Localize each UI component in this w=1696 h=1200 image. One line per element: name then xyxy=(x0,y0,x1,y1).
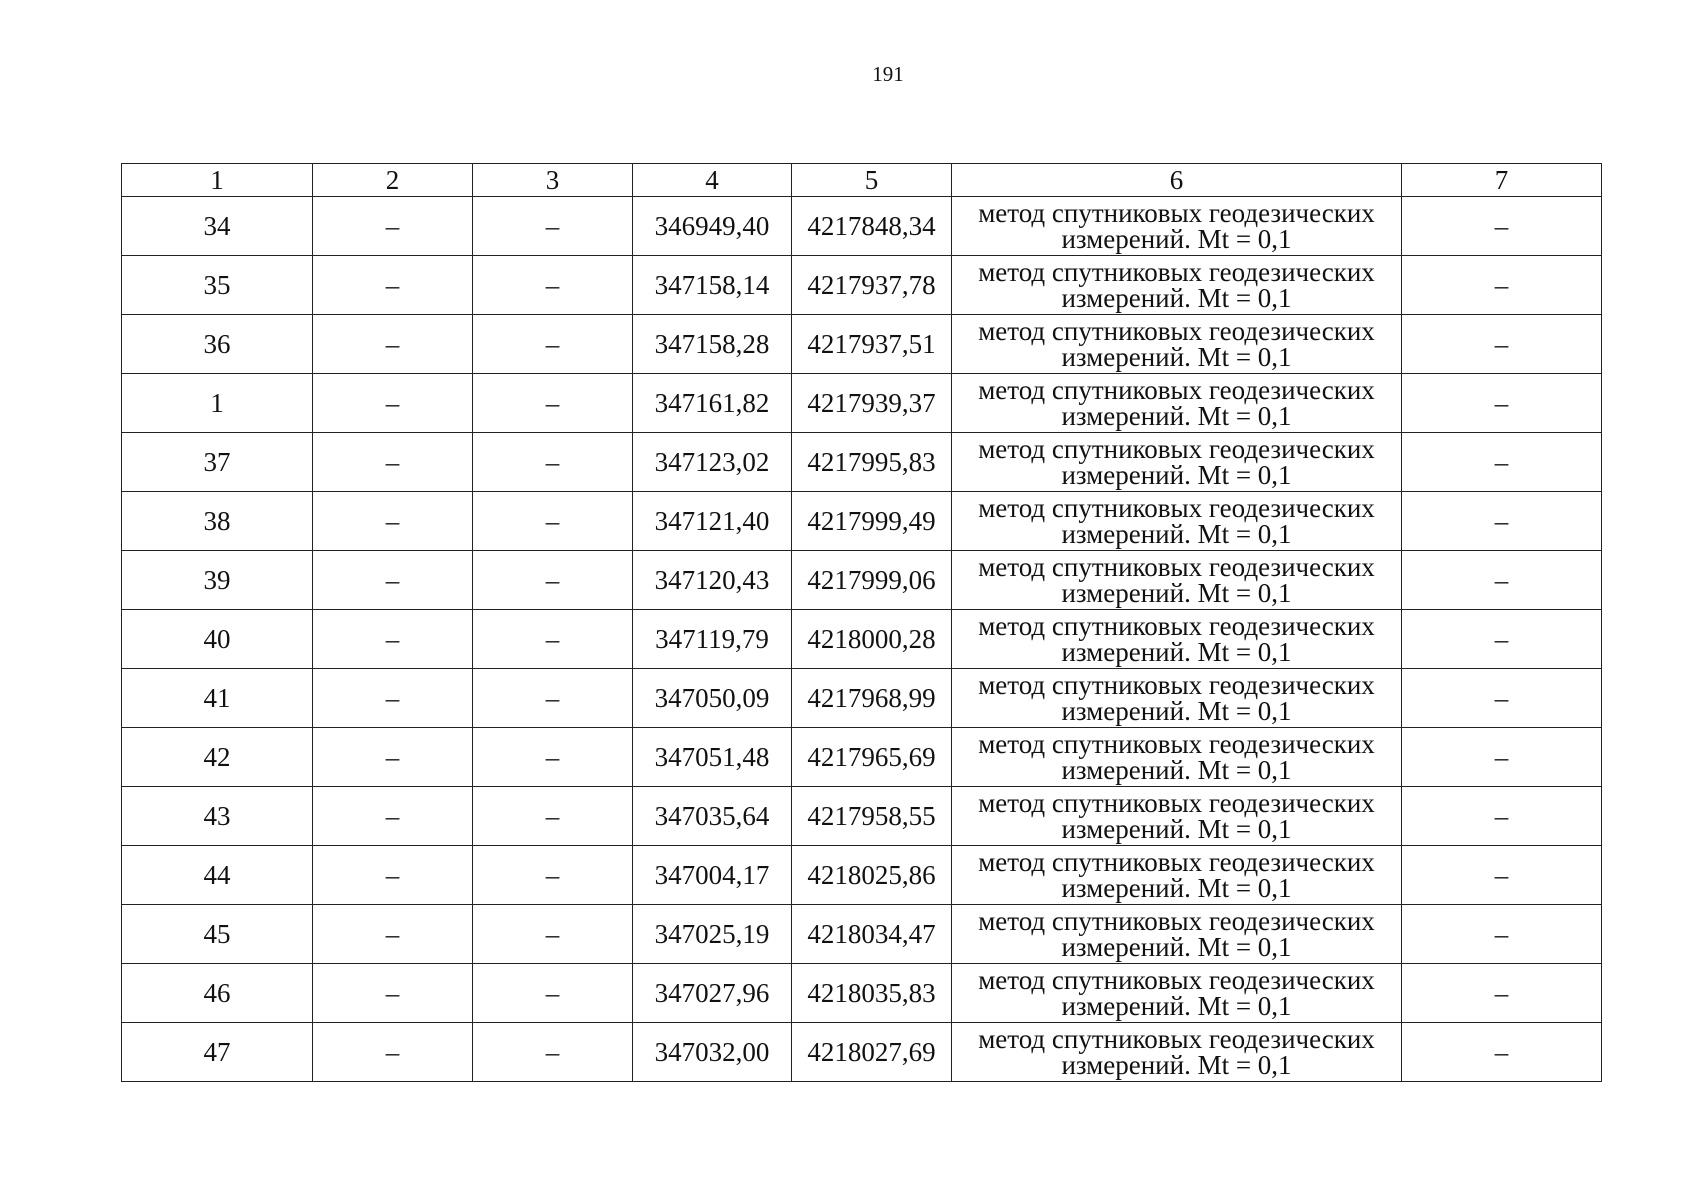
method-text-line-2: измерений. Mt = 0,1 xyxy=(1061,755,1292,785)
method-text-line-1: метод спутниковых геодезических xyxy=(978,493,1375,523)
y-coordinate-cell: 4217958,55 xyxy=(792,787,952,846)
column-2-cell: – xyxy=(313,964,473,1023)
method-text-line-1: метод спутниковых геодезических xyxy=(978,670,1375,700)
method-text-line-2: измерений. Mt = 0,1 xyxy=(1061,283,1292,313)
y-coordinate-cell: 4218034,47 xyxy=(792,905,952,964)
y-coordinate-cell: 4217999,06 xyxy=(792,551,952,610)
column-7-cell: – xyxy=(1402,728,1602,787)
column-header: 5 xyxy=(792,164,952,197)
column-7-cell: – xyxy=(1402,669,1602,728)
table-row xyxy=(122,433,1602,492)
point-number-cell: 44 xyxy=(122,846,313,905)
method-text-line-1: метод спутниковых геодезических xyxy=(978,375,1375,405)
column-header: 1 xyxy=(122,164,313,197)
page-number: 191 xyxy=(872,62,904,86)
method-text-line-1: метод спутниковых геодезических xyxy=(978,434,1375,464)
method-cell xyxy=(952,728,1402,787)
table-row xyxy=(122,964,1602,1023)
method-text-line-2: измерений. Mt = 0,1 xyxy=(1061,637,1292,667)
method-text-line-1: метод спутниковых геодезических xyxy=(978,552,1375,582)
column-header: 7 xyxy=(1402,164,1602,197)
column-7-cell: – xyxy=(1402,1023,1602,1082)
column-2-cell: – xyxy=(313,256,473,315)
method-cell xyxy=(952,256,1402,315)
method-cell xyxy=(952,964,1402,1023)
column-3-cell: – xyxy=(473,315,633,374)
y-coordinate-cell: 4218000,28 xyxy=(792,610,952,669)
column-2-cell: – xyxy=(313,846,473,905)
point-number-cell: 43 xyxy=(122,787,313,846)
column-7-cell: – xyxy=(1402,905,1602,964)
method-text-line-1: метод спутниковых геодезических xyxy=(978,198,1375,228)
x-coordinate-cell: 347050,09 xyxy=(633,669,792,728)
method-cell xyxy=(952,846,1402,905)
column-7-cell: – xyxy=(1402,610,1602,669)
table-row xyxy=(122,846,1602,905)
table-row xyxy=(122,256,1602,315)
point-number-cell: 40 xyxy=(122,610,313,669)
table-row xyxy=(122,551,1602,610)
table-row xyxy=(122,669,1602,728)
method-text-line-1: метод спутниковых геодезических xyxy=(978,788,1375,818)
method-cell xyxy=(952,669,1402,728)
method-text-line-2: измерений. Mt = 0,1 xyxy=(1061,814,1292,844)
y-coordinate-cell: 4217937,51 xyxy=(792,315,952,374)
y-coordinate-cell: 4217965,69 xyxy=(792,728,952,787)
method-cell xyxy=(952,315,1402,374)
x-coordinate-cell: 347035,64 xyxy=(633,787,792,846)
x-coordinate-cell: 347004,17 xyxy=(633,846,792,905)
column-7-cell: – xyxy=(1402,197,1602,256)
method-text-line-2: измерений. Mt = 0,1 xyxy=(1061,342,1292,372)
method-text-line-1: метод спутниковых геодезических xyxy=(978,1024,1375,1054)
method-text-line-2: измерений. Mt = 0,1 xyxy=(1061,1050,1292,1080)
x-coordinate-cell: 346949,40 xyxy=(633,197,792,256)
point-number-cell: 38 xyxy=(122,492,313,551)
column-3-cell: – xyxy=(473,374,633,433)
table-row xyxy=(122,728,1602,787)
method-text-line-2: измерений. Mt = 0,1 xyxy=(1061,578,1292,608)
column-2-cell: – xyxy=(313,669,473,728)
y-coordinate-cell: 4217999,49 xyxy=(792,492,952,551)
method-text-line-1: метод спутниковых геодезических xyxy=(978,847,1375,877)
column-header: 2 xyxy=(313,164,473,197)
point-number-cell: 45 xyxy=(122,905,313,964)
method-cell xyxy=(952,610,1402,669)
column-3-cell: – xyxy=(473,728,633,787)
method-cell xyxy=(952,905,1402,964)
point-number-cell: 41 xyxy=(122,669,313,728)
method-text-line-1: метод спутниковых геодезических xyxy=(978,906,1375,936)
column-header: 3 xyxy=(473,164,633,197)
y-coordinate-cell: 4217848,34 xyxy=(792,197,952,256)
column-7-cell: – xyxy=(1402,492,1602,551)
method-text-line-2: измерений. Mt = 0,1 xyxy=(1061,873,1292,903)
column-3-cell: – xyxy=(473,787,633,846)
column-7-cell: – xyxy=(1402,964,1602,1023)
column-7-cell: – xyxy=(1402,846,1602,905)
method-text-line-1: метод спутниковых геодезических xyxy=(978,257,1375,287)
y-coordinate-cell: 4217937,78 xyxy=(792,256,952,315)
column-2-cell: – xyxy=(313,728,473,787)
point-number-cell: 46 xyxy=(122,964,313,1023)
column-3-cell: – xyxy=(473,551,633,610)
point-number-cell: 1 xyxy=(122,374,313,433)
method-cell xyxy=(952,551,1402,610)
method-cell xyxy=(952,374,1402,433)
column-3-cell: – xyxy=(473,846,633,905)
y-coordinate-cell: 4217968,99 xyxy=(792,669,952,728)
method-text-line-2: измерений. Mt = 0,1 xyxy=(1061,460,1292,490)
table-row xyxy=(122,374,1602,433)
column-3-cell: – xyxy=(473,256,633,315)
point-number-cell: 37 xyxy=(122,433,313,492)
x-coordinate-cell: 347161,82 xyxy=(633,374,792,433)
y-coordinate-cell: 4218035,83 xyxy=(792,964,952,1023)
column-2-cell: – xyxy=(313,1023,473,1082)
column-7-cell: – xyxy=(1402,374,1602,433)
column-2-cell: – xyxy=(313,610,473,669)
column-2-cell: – xyxy=(313,433,473,492)
table-row xyxy=(122,1023,1602,1082)
x-coordinate-cell: 347158,14 xyxy=(633,256,792,315)
column-3-cell: – xyxy=(473,1023,633,1082)
table-row xyxy=(122,492,1602,551)
column-7-cell: – xyxy=(1402,433,1602,492)
x-coordinate-cell: 347119,79 xyxy=(633,610,792,669)
y-coordinate-cell: 4218027,69 xyxy=(792,1023,952,1082)
method-cell xyxy=(952,787,1402,846)
table-body xyxy=(122,197,1602,1082)
table-row xyxy=(122,315,1602,374)
column-3-cell: – xyxy=(473,610,633,669)
table-row xyxy=(122,787,1602,846)
column-2-cell: – xyxy=(313,787,473,846)
table-header-row xyxy=(122,164,1602,197)
point-number-cell: 42 xyxy=(122,728,313,787)
x-coordinate-cell: 347025,19 xyxy=(633,905,792,964)
x-coordinate-cell: 347120,43 xyxy=(633,551,792,610)
table-row xyxy=(122,197,1602,256)
column-7-cell: – xyxy=(1402,787,1602,846)
table-row xyxy=(122,610,1602,669)
x-coordinate-cell: 347123,02 xyxy=(633,433,792,492)
x-coordinate-cell: 347027,96 xyxy=(633,964,792,1023)
method-text-line-1: метод спутниковых геодезических xyxy=(978,611,1375,641)
method-cell xyxy=(952,492,1402,551)
column-3-cell: – xyxy=(473,905,633,964)
column-3-cell: – xyxy=(473,433,633,492)
column-2-cell: – xyxy=(313,374,473,433)
method-cell xyxy=(952,1023,1402,1082)
method-cell xyxy=(952,433,1402,492)
coordinates-table xyxy=(121,163,1602,1082)
column-2-cell: – xyxy=(313,197,473,256)
column-7-cell: – xyxy=(1402,551,1602,610)
x-coordinate-cell: 347051,48 xyxy=(633,728,792,787)
method-text-line-2: измерений. Mt = 0,1 xyxy=(1061,519,1292,549)
x-coordinate-cell: 347158,28 xyxy=(633,315,792,374)
column-2-cell: – xyxy=(313,492,473,551)
x-coordinate-cell: 347121,40 xyxy=(633,492,792,551)
method-cell xyxy=(952,197,1402,256)
point-number-cell: 35 xyxy=(122,256,313,315)
column-header: 4 xyxy=(633,164,792,197)
column-7-cell: – xyxy=(1402,256,1602,315)
column-2-cell: – xyxy=(313,551,473,610)
method-text-line-1: метод спутниковых геодезических xyxy=(978,316,1375,346)
column-2-cell: – xyxy=(313,905,473,964)
method-text-line-2: измерений. Mt = 0,1 xyxy=(1061,932,1292,962)
column-header: 6 xyxy=(952,164,1402,197)
table-row xyxy=(122,905,1602,964)
column-3-cell: – xyxy=(473,964,633,1023)
y-coordinate-cell: 4218025,86 xyxy=(792,846,952,905)
column-3-cell: – xyxy=(473,492,633,551)
method-text-line-1: метод спутниковых геодезических xyxy=(978,729,1375,759)
method-text-line-2: измерений. Mt = 0,1 xyxy=(1061,696,1292,726)
y-coordinate-cell: 4217995,83 xyxy=(792,433,952,492)
method-text-line-2: измерений. Mt = 0,1 xyxy=(1061,224,1292,254)
column-2-cell: – xyxy=(313,315,473,374)
method-text-line-1: метод спутниковых геодезических xyxy=(978,965,1375,995)
column-7-cell: – xyxy=(1402,315,1602,374)
y-coordinate-cell: 4217939,37 xyxy=(792,374,952,433)
point-number-cell: 34 xyxy=(122,197,313,256)
point-number-cell: 47 xyxy=(122,1023,313,1082)
point-number-cell: 36 xyxy=(122,315,313,374)
method-text-line-2: измерений. Mt = 0,1 xyxy=(1061,401,1292,431)
column-3-cell: – xyxy=(473,669,633,728)
point-number-cell: 39 xyxy=(122,551,313,610)
method-text-line-2: измерений. Mt = 0,1 xyxy=(1061,991,1292,1021)
x-coordinate-cell: 347032,00 xyxy=(633,1023,792,1082)
column-3-cell: – xyxy=(473,197,633,256)
